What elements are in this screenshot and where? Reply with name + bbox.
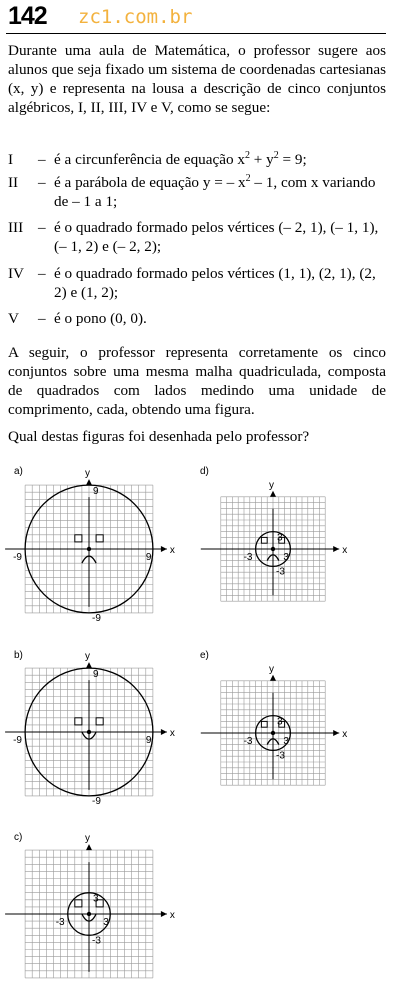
item-number: I (8, 151, 14, 168)
item-dash: – (38, 310, 46, 327)
y-axis-label: y (85, 468, 90, 480)
square-set (261, 537, 267, 543)
radius-label-top: 9 (93, 669, 99, 681)
radius-label-top: 3 (277, 532, 283, 544)
radius-label-bottom: -9 (92, 612, 101, 624)
radius-label-right: 3 (283, 736, 289, 747)
radius-label-bottom: -9 (92, 795, 101, 807)
x-axis-label: x (342, 545, 348, 556)
y-arrow (270, 491, 276, 497)
square-set (75, 535, 82, 542)
item-dash: – (38, 219, 46, 236)
item-number: III (8, 219, 24, 236)
x-axis-label: x (169, 910, 175, 921)
radius-label-right: 3 (103, 917, 109, 928)
radius-label-bottom: -3 (92, 935, 101, 947)
radius-label-left: -3 (55, 917, 65, 928)
point-origin (271, 731, 275, 735)
x-axis-label: x (342, 729, 348, 740)
radius-label-left: -3 (243, 552, 253, 563)
option-label: c) (14, 832, 23, 843)
point-origin (87, 912, 91, 916)
radius-label-top: 3 (93, 893, 99, 905)
item-text: é o quadrado formado pelos vértices (– 2, 1), (– 1, 1), (– 1, 2) e (– 2, 2); (54, 219, 379, 255)
item-dash: – (38, 265, 46, 282)
setup-paragraph: A seguir, o professor representa corretamente os cinco conjuntos sobre uma mesma malha quadriculada, composta de quadrados com lados medindo uma unidade de comprimento, cada, obtendo uma figura. (8, 344, 386, 418)
option-label: b) (14, 650, 23, 661)
figure-option-e (200, 650, 347, 785)
point-origin (271, 547, 275, 551)
x-axis-label: x (169, 728, 175, 739)
question-text: Qual destas figuras foi desenhada pelo professor? (8, 428, 310, 445)
radius-label-top: 3 (277, 716, 283, 728)
x-arrow (161, 546, 167, 552)
square-set (261, 721, 267, 727)
radius-label-top: 9 (93, 486, 99, 498)
square-set (75, 718, 82, 725)
square-set (96, 535, 103, 542)
site-watermark: zc1.com.br (78, 6, 193, 28)
item-text: é o pono (0, 0). (54, 310, 147, 327)
item-number: II (8, 174, 19, 191)
option-label: d) (200, 466, 209, 477)
y-arrow (86, 844, 92, 850)
y-arrow (86, 479, 92, 485)
figure-option-d (200, 466, 347, 601)
question-number: 142 (8, 2, 47, 30)
item-dash: – (38, 174, 46, 191)
radius-label-left: -3 (243, 736, 253, 747)
y-arrow (270, 675, 276, 681)
option-label: e) (200, 650, 209, 661)
point-origin (87, 547, 91, 551)
x-arrow (333, 730, 339, 736)
point-origin (87, 730, 91, 734)
x-arrow (333, 546, 339, 552)
radius-label-bottom: -3 (276, 566, 285, 578)
radius-label-right: 9 (145, 735, 152, 746)
item-text: é o quadrado formado pelos vértices (1, 1), (2, 1), (2, 2) e (1, 2); (54, 265, 376, 301)
radius-label-bottom: -3 (276, 750, 285, 762)
radius-label-right: 9 (145, 552, 152, 563)
figure-option-b (5, 650, 175, 807)
x-axis-label: x (169, 545, 175, 556)
item-text: é a circunferência de equação $x^2 + y^2 = 9$; (54, 149, 307, 168)
radius-label-left: -9 (13, 552, 23, 563)
y-axis-label: y (85, 833, 90, 845)
item-dash: – (38, 151, 46, 168)
x-arrow (161, 729, 167, 735)
figure-option-c (5, 832, 175, 978)
option-label: a) (14, 466, 23, 477)
item-text: é a parábola de equação y = – $x^2 - 1$, com x variando de – 1 a 1; (54, 172, 376, 210)
y-arrow (86, 662, 92, 668)
radius-label-right: 3 (283, 552, 289, 563)
x-arrow (161, 911, 167, 917)
intro-paragraph: Durante uma aula de Matemática, o professor sugere aos alunos que seja fixado um sistema de coordenadas cartesianas (x, y) e representa na lousa a descrição de cinco conjuntos algébricos, I, II, III, IV e V, como se segue: (8, 42, 386, 116)
y-axis-label: y (269, 663, 274, 675)
square-set (75, 900, 82, 907)
y-axis-label: y (85, 651, 90, 663)
figure-option-a (5, 466, 175, 624)
square-set (96, 718, 103, 725)
item-number: V (8, 310, 19, 327)
radius-label-left: -9 (13, 735, 23, 746)
item-number: IV (8, 265, 25, 282)
y-axis-label: y (269, 479, 274, 491)
